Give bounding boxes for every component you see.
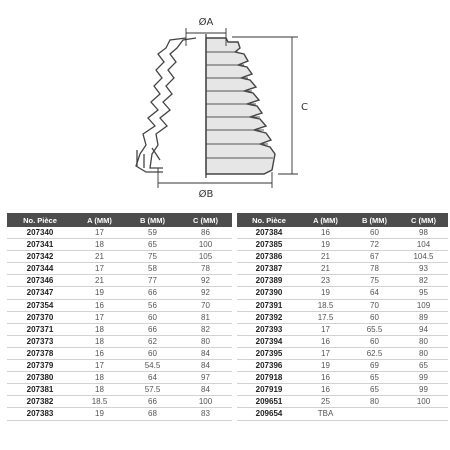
dimension-c: 109 <box>399 299 448 311</box>
table-header-row <box>7 213 232 227</box>
part-number: 207389 <box>237 275 301 287</box>
table-row <box>7 311 232 323</box>
dimension-a: 16 <box>301 372 350 384</box>
table-row <box>237 347 448 359</box>
dimension-b: 65 <box>350 384 399 396</box>
dimension-b: 68 <box>126 408 179 420</box>
dimension-c: 100 <box>179 239 232 251</box>
part-number: 207382 <box>7 396 73 408</box>
dimension-c: 82 <box>399 275 448 287</box>
table-row <box>237 323 448 335</box>
dimension-c: 81 <box>179 311 232 323</box>
dimension-a: 17 <box>73 360 126 372</box>
dimension-b: 65 <box>350 372 399 384</box>
dimension-a: 21 <box>73 251 126 263</box>
boot-section-outline <box>136 38 196 172</box>
dimension-c: 104 <box>399 239 448 251</box>
dimension-a: 18 <box>73 372 126 384</box>
dimension-a: 16 <box>301 335 350 347</box>
dimension-c: 84 <box>179 384 232 396</box>
dimension-b: 60 <box>350 227 399 239</box>
dimension-c: 104.5 <box>399 251 448 263</box>
parts-table-right <box>237 213 448 421</box>
table-row <box>237 372 448 384</box>
dimension-b: 64 <box>350 287 399 299</box>
dimension-c: 78 <box>179 263 232 275</box>
dimension-b: 64 <box>126 372 179 384</box>
part-number: 207392 <box>237 311 301 323</box>
dimension-a: 18 <box>73 323 126 335</box>
dimension-a: 18.5 <box>301 299 350 311</box>
table-row <box>7 227 232 239</box>
dimension-b: 56 <box>126 299 179 311</box>
dimension-a: 17.5 <box>301 311 350 323</box>
part-number: 207391 <box>237 299 301 311</box>
part-number: 207340 <box>7 227 73 239</box>
dimension-a: 17 <box>301 323 350 335</box>
part-number: 207386 <box>237 251 301 263</box>
dimension-b: 59 <box>126 227 179 239</box>
table-row <box>237 408 448 420</box>
table-row <box>7 239 232 251</box>
dimension-c: 100 <box>399 396 448 408</box>
part-number: 207390 <box>237 287 301 299</box>
dimension-b: 62 <box>126 335 179 347</box>
dimension-b: 75 <box>126 251 179 263</box>
dimension-b: 58 <box>126 263 179 275</box>
header-part-number: No. Pièce <box>237 213 301 227</box>
part-number: 207918 <box>237 372 301 384</box>
dimension-a: 17 <box>301 347 350 359</box>
table-row <box>237 275 448 287</box>
part-number: 207919 <box>237 384 301 396</box>
dimension-b: 66 <box>126 396 179 408</box>
boot-exterior <box>206 34 275 178</box>
part-number: 207385 <box>237 239 301 251</box>
dimension-a: 21 <box>73 275 126 287</box>
part-number: 207394 <box>237 335 301 347</box>
dimension-c: 99 <box>399 384 448 396</box>
dimension-a: 17 <box>73 227 126 239</box>
dimension-c: 80 <box>399 335 448 347</box>
header-b-mm: B (MM) <box>126 213 179 227</box>
dimension-a: 21 <box>301 251 350 263</box>
table-row <box>7 360 232 372</box>
dimension-c: 65 <box>399 360 448 372</box>
dimension-c: 84 <box>179 360 232 372</box>
table-row <box>7 263 232 275</box>
dimension-b: 65 <box>126 239 179 251</box>
part-number: 207380 <box>7 372 73 384</box>
dimension-a: 18.5 <box>73 396 126 408</box>
table-row <box>7 384 232 396</box>
dimension-a: 19 <box>301 360 350 372</box>
dimension-c <box>399 408 448 420</box>
dimension-c: 93 <box>399 263 448 275</box>
table-row <box>7 372 232 384</box>
dimension-a: TBA <box>301 408 350 420</box>
dimension-a: 18 <box>73 239 126 251</box>
part-number: 207344 <box>7 263 73 275</box>
dimension-a: 16 <box>301 384 350 396</box>
dimension-c-label: C <box>301 102 308 113</box>
dimension-c: 86 <box>179 227 232 239</box>
dimension-a: 16 <box>73 299 126 311</box>
table-row <box>237 311 448 323</box>
header-b-mm: B (MM) <box>350 213 399 227</box>
dimension-b: 54.5 <box>126 360 179 372</box>
dimension-a-label: ØA <box>198 17 214 28</box>
table-row <box>237 251 448 263</box>
dimension-c: 84 <box>179 347 232 359</box>
part-number: 207395 <box>237 347 301 359</box>
dimension-a: 18 <box>73 384 126 396</box>
part-number: 209651 <box>237 396 301 408</box>
dimension-c: 92 <box>179 275 232 287</box>
dimension-a: 16 <box>73 347 126 359</box>
dimension-b: 69 <box>350 360 399 372</box>
table-row <box>237 227 448 239</box>
header-a-mm: A (MM) <box>301 213 350 227</box>
dimension-b: 65.5 <box>350 323 399 335</box>
dimension-a: 19 <box>73 287 126 299</box>
table-row <box>7 323 232 335</box>
dimension-c: 100 <box>179 396 232 408</box>
dimension-c: 105 <box>179 251 232 263</box>
header-c-mm: C (MM) <box>399 213 448 227</box>
dimension-b: 67 <box>350 251 399 263</box>
part-number: 207370 <box>7 311 73 323</box>
dimension-b: 62.5 <box>350 347 399 359</box>
dimension-b-label: ØB <box>198 189 214 200</box>
header-a-mm: A (MM) <box>73 213 126 227</box>
part-number: 207383 <box>7 408 73 420</box>
dimension-a: 17 <box>73 263 126 275</box>
part-number: 207346 <box>7 275 73 287</box>
part-number: 207341 <box>7 239 73 251</box>
cv-boot-diagram <box>0 0 450 205</box>
part-number: 207347 <box>7 287 73 299</box>
part-number: 207384 <box>237 227 301 239</box>
table-row <box>7 275 232 287</box>
table-row <box>7 347 232 359</box>
dimension-c: 97 <box>179 372 232 384</box>
part-number: 207379 <box>7 360 73 372</box>
dimension-b: 72 <box>350 239 399 251</box>
table-row <box>237 239 448 251</box>
table-row <box>237 287 448 299</box>
table-row <box>237 335 448 347</box>
dimension-b: 75 <box>350 275 399 287</box>
table-row <box>237 360 448 372</box>
part-number: 207393 <box>237 323 301 335</box>
dimension-c: 80 <box>399 347 448 359</box>
dimension-c: 80 <box>179 335 232 347</box>
dimension-a: 16 <box>301 227 350 239</box>
part-number: 207396 <box>237 360 301 372</box>
dimension-c: 99 <box>399 372 448 384</box>
dimension-b: 60 <box>126 311 179 323</box>
parts-table-left <box>7 213 232 421</box>
dimension-a: 17 <box>73 311 126 323</box>
dimension-b: 57.5 <box>126 384 179 396</box>
dimension-c: 83 <box>179 408 232 420</box>
table-row <box>7 408 232 420</box>
dimension-c: 95 <box>399 287 448 299</box>
dimension-b: 78 <box>350 263 399 275</box>
table-row <box>7 396 232 408</box>
part-number: 207371 <box>7 323 73 335</box>
dimension-b: 80 <box>350 396 399 408</box>
dimension-a: 25 <box>301 396 350 408</box>
table-row <box>237 384 448 396</box>
dimension-c: 89 <box>399 311 448 323</box>
part-number: 207387 <box>237 263 301 275</box>
dimension-b: 77 <box>126 275 179 287</box>
header-part-number: No. Pièce <box>7 213 73 227</box>
part-number: 207381 <box>7 384 73 396</box>
dimension-a: 18 <box>73 335 126 347</box>
dimension-b: 60 <box>350 311 399 323</box>
table-row <box>237 299 448 311</box>
dimension-b <box>350 408 399 420</box>
dimension-b: 66 <box>126 287 179 299</box>
dimension-a: 19 <box>301 239 350 251</box>
dimension-b: 60 <box>126 347 179 359</box>
header-c-mm: C (MM) <box>179 213 232 227</box>
dimension-b: 66 <box>126 323 179 335</box>
dimension-b: 60 <box>350 335 399 347</box>
table-row <box>237 396 448 408</box>
table-row <box>7 299 232 311</box>
dimension-a: 19 <box>73 408 126 420</box>
dimension-b: 70 <box>350 299 399 311</box>
part-number: 207342 <box>7 251 73 263</box>
table-row <box>7 335 232 347</box>
dimension-a: 23 <box>301 275 350 287</box>
table-row <box>237 263 448 275</box>
table-row <box>7 287 232 299</box>
dimension-c: 92 <box>179 287 232 299</box>
table-header-row <box>237 213 448 227</box>
dimension-a: 19 <box>301 287 350 299</box>
dimension-a: 21 <box>301 263 350 275</box>
table-row <box>7 251 232 263</box>
dimension-c: 98 <box>399 227 448 239</box>
dimension-c: 82 <box>179 323 232 335</box>
dimension-c: 94 <box>399 323 448 335</box>
part-number: 209654 <box>237 408 301 420</box>
dimension-c: 70 <box>179 299 232 311</box>
part-number: 207378 <box>7 347 73 359</box>
part-number: 207354 <box>7 299 73 311</box>
part-number: 207373 <box>7 335 73 347</box>
